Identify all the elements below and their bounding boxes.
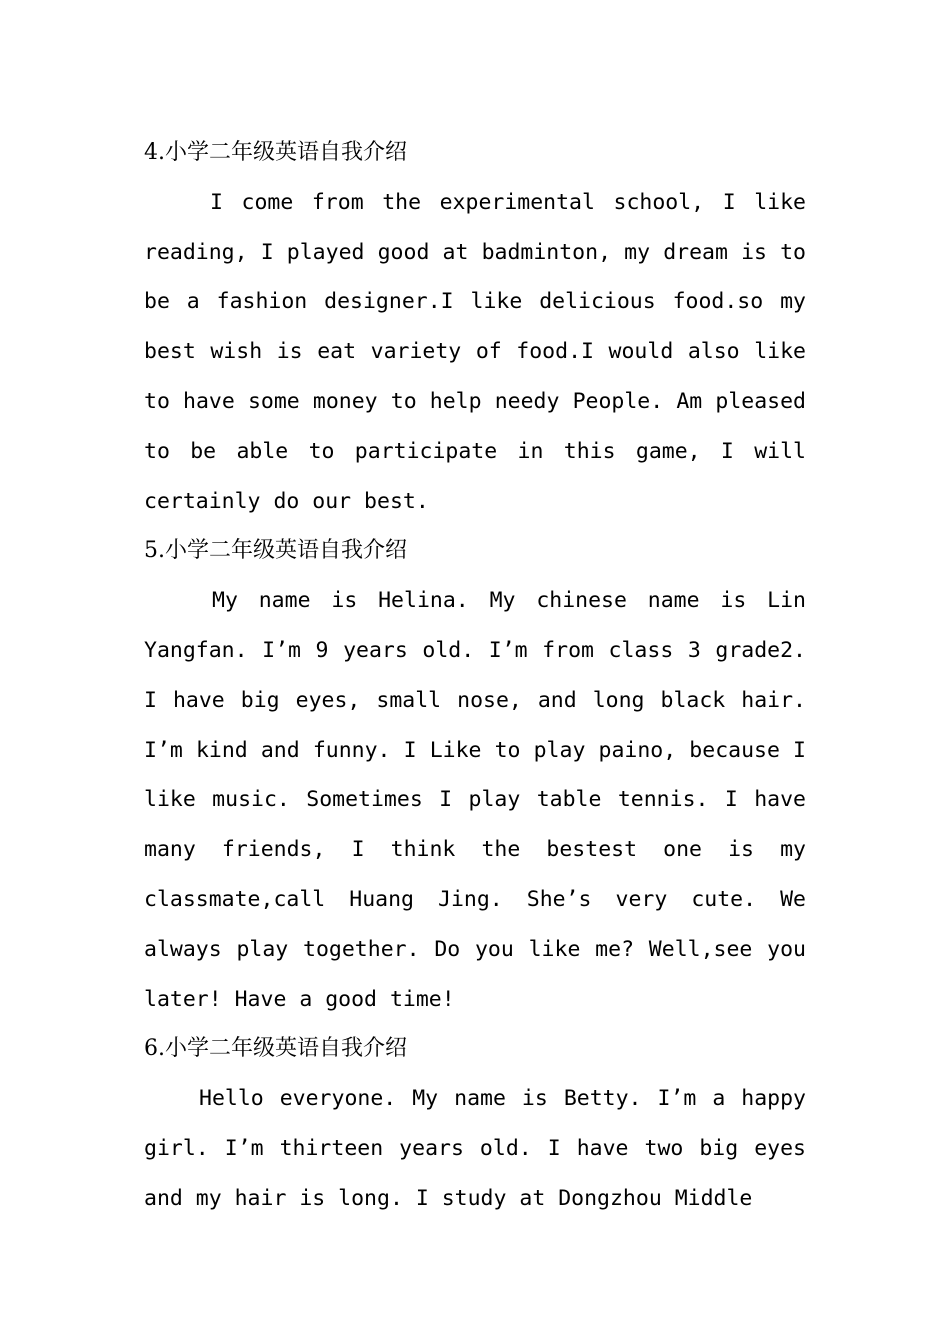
section-heading-5: 5.小学二年级英语自我介绍 [144,538,407,564]
section-heading-6: 6.小学二年级英语自我介绍 [144,1036,407,1062]
section-body-5: My name is Helina. My chinese name is Lin Yangfan. I’m 9 years old. I’m from class 3 grade2. I have big eyes, small nose, and long black hair. I’m kind and funny. I Like to play paino, because I like music. Sometimes I play table tennis. I have many friends, I think the bestest one is my classmate,call Huang Jing. She’s very cute. We always play together. Do you like me? Well,see you later! Have a good time! [144,588,806,1012]
section-body-4: I come from the experimental school, I like reading, I played good at badminton, my dream is to be a fashion designer.I like delicious food.so my best wish is eat variety of food.I would also like to have some money to help needy People. Am pleased to be able to participate in this game, I will certainly do our best. [144,189,806,514]
document-page [144,128,806,1224]
section-heading-4: 4.小学二年级英语自我介绍 [144,140,407,165]
section-body-6: Hello everyone. My name is Betty. I’m a happy girl. I’m thirteen years old. I have two big eyes and my hair is long. I study at Dongzhou Middle [144,1086,806,1211]
